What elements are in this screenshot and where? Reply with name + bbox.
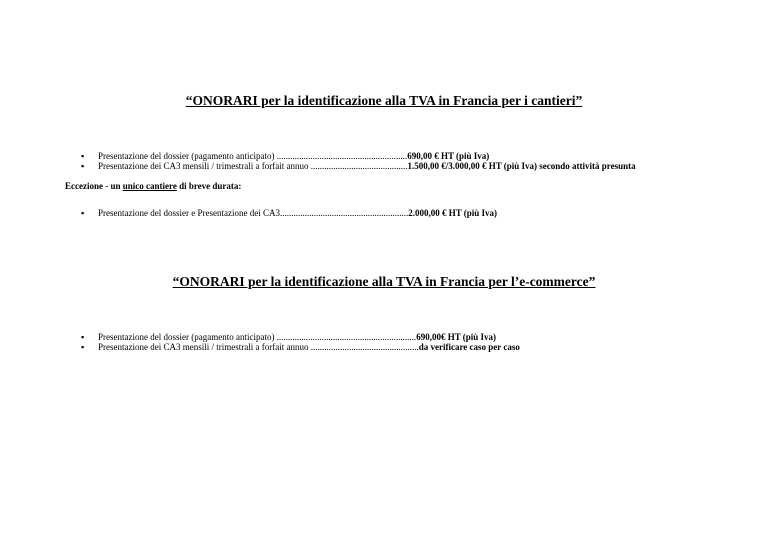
list-item — [98, 342, 520, 353]
item-price: 690,00 € HT (più Iva) — [407, 151, 490, 161]
item-price: 1.500,00 €/3.000,00 € HT (più Iva) secondo attività presunta — [407, 161, 636, 171]
bullet-icon: ▪ — [81, 151, 85, 161]
item-label: Presentazione dei CA3 mensili / trimestrali a forfait annuo ................................................ — [98, 342, 419, 352]
bullet-icon: ▪ — [81, 208, 85, 218]
exception-prefix: Eccezione - un — [65, 181, 123, 191]
item-price: 690,00€ HT (più Iva) — [416, 332, 497, 342]
item-price: da verificare caso per caso — [418, 342, 520, 352]
exception-suffix: di breve durata: — [176, 181, 242, 191]
list-item — [98, 208, 497, 219]
exception-heading — [65, 181, 241, 192]
bullet-icon: ▪ — [81, 161, 85, 171]
exception-underlined: unico cantiere — [122, 181, 177, 191]
item-label: Presentazione del dossier (pagamento anticipato) .......................................................... — [98, 151, 408, 161]
section-cantieri-title: “ONORARI per la identificazione alla TVA in Francia per i cantieri” — [185, 93, 583, 108]
section-ecommerce-title: “ONORARI per la identificazione alla TVA in Francia per l’e-commerce” — [172, 274, 596, 289]
list-item — [98, 161, 636, 172]
item-price: 2.000,00 € HT (più Iva) — [408, 208, 498, 218]
item-label: Presentazione dei CA3 mensili / trimestrali a forfait annuo ........................................... — [98, 161, 408, 171]
item-label: Presentazione del dossier e Presentazione dei CA3......................................................... — [98, 208, 409, 218]
bullet-icon: ▪ — [81, 342, 85, 352]
bullet-icon: ▪ — [81, 332, 85, 342]
item-label: Presentazione del dossier (pagamento anticipato) .............................................................. — [98, 332, 417, 342]
